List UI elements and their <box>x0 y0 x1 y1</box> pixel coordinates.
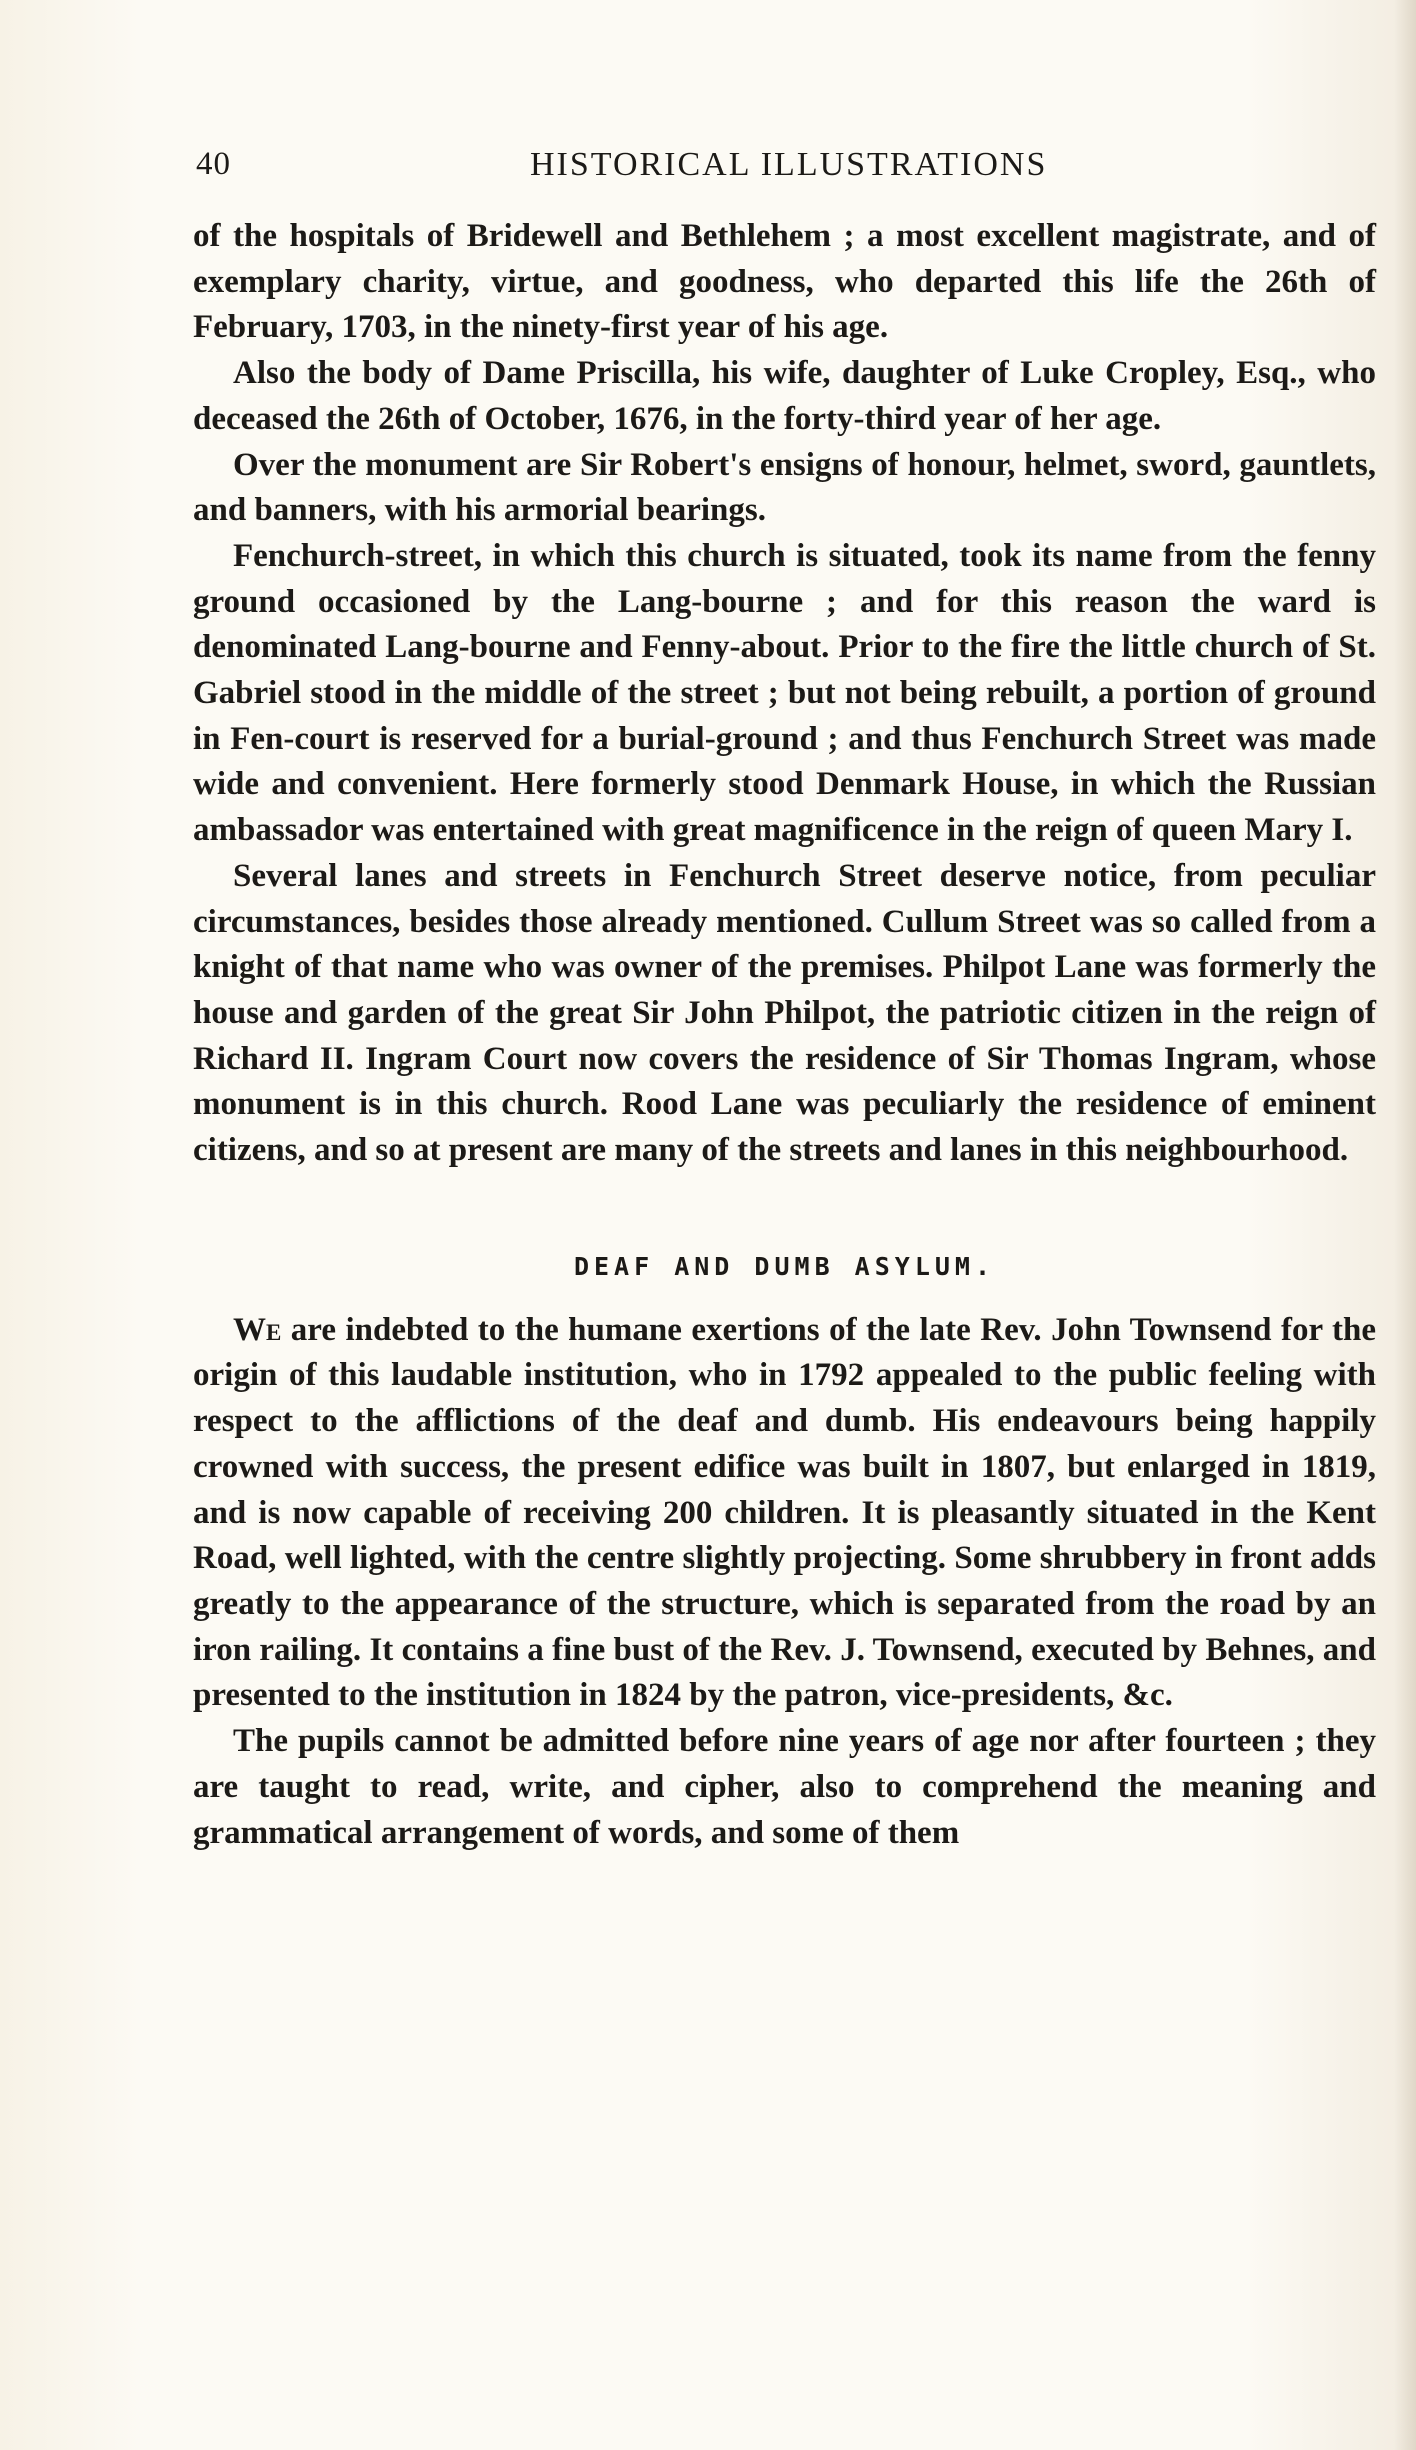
page-header <box>196 146 1376 194</box>
paragraph-asylum-origin <box>193 1308 1376 1719</box>
paragraph-monument: Over the monument are Sir Robert's ensigns of honour, helmet, sword, gauntlets, and banners, with his armorial bearings. <box>193 446 1376 529</box>
lead-word: We <box>233 1311 282 1348</box>
paragraph-lanes-and-streets: Several lanes and streets in Fenchurch Street deserve notice, from peculiar circumstances, besides those already mentioned. Cullum Street was so called from a knight of that name who was owner of the premises. Philpot Lane was formerly the house and garden of the great Sir John Philpot, the patriotic citizen in the reign of Richard II. Ingram Court now covers the residence of Sir Thomas Ingram, whose monument is in this church. Rood Lane was peculiarly the residence of eminent citizens, and so at present are many of the streets and lanes in this neighbourhood. <box>193 857 1376 1169</box>
page-edge-shadow <box>1394 0 1416 2450</box>
body-text <box>193 214 1376 1856</box>
paragraph-asylum-origin-text: are indebted to the humane exertions of the late Rev. John Townsend for the origin of this laudable institution, who in 1792 appealed to the public feeling with respect to the afflictions of the deaf and dumb. His endeavours being happily crowned with success, the present edifice was built in 1807, but enlarged in 1819, and is now capable of receiving 200 children. It is pleasantly situated in the Kent Road, well lighted, with the centre slightly projecting. Some shrubbery in front adds greatly to the appearance of the structure, which is separated from the road by an iron railing. It contains a fine bust of the Rev. J. Townsend, executed by Behnes, and presented to the institution in 1824 by the patron, vice-presidents, &c. <box>193 1311 1376 1714</box>
running-title: HISTORICAL ILLUSTRATIONS <box>530 146 1048 183</box>
page-number: 40 <box>196 146 231 182</box>
paragraph-fenchurch-street: Fenchurch-street, in which this church is situated, took its name from the fenny ground occasioned by the Lang-bourne ; and for this reason the ward is denominated Lang-bourne and Fenny-about. Prior to the fire the little church of St. Gabriel stood in the middle of the street ; but not being rebuilt, a portion of ground in Fen-court is reserved for a burial-ground ; and thus Fenchurch Street was made wide and convenient. Here formerly stood Denmark House, in which the Russian ambassador was entertained with great magnificence in the reign of queen Mary I. <box>193 537 1376 849</box>
paragraph-continuation: of the hospitals of Bridewell and Bethlehem ; a most excellent magistrate, and of exemplary charity, virtue, and goodness, who departed this life the 26th of February, 1703, in the ninety-first year of his age. <box>193 218 1376 346</box>
section-heading: DEAF AND DUMB ASYLUM. <box>573 1251 996 1281</box>
paragraph-priscilla: Also the body of Dame Priscilla, his wife, daughter of Luke Cropley, Esq., who deceased the 26th of October, 1676, in the forty-third year of her age. <box>193 355 1376 437</box>
paragraph-pupils: The pupils cannot be admitted before nine years of age nor after fourteen ; they are taught to read, write, and cipher, also to comprehend the meaning and grammatical arrangement of words, and some of them <box>193 1723 1376 1851</box>
